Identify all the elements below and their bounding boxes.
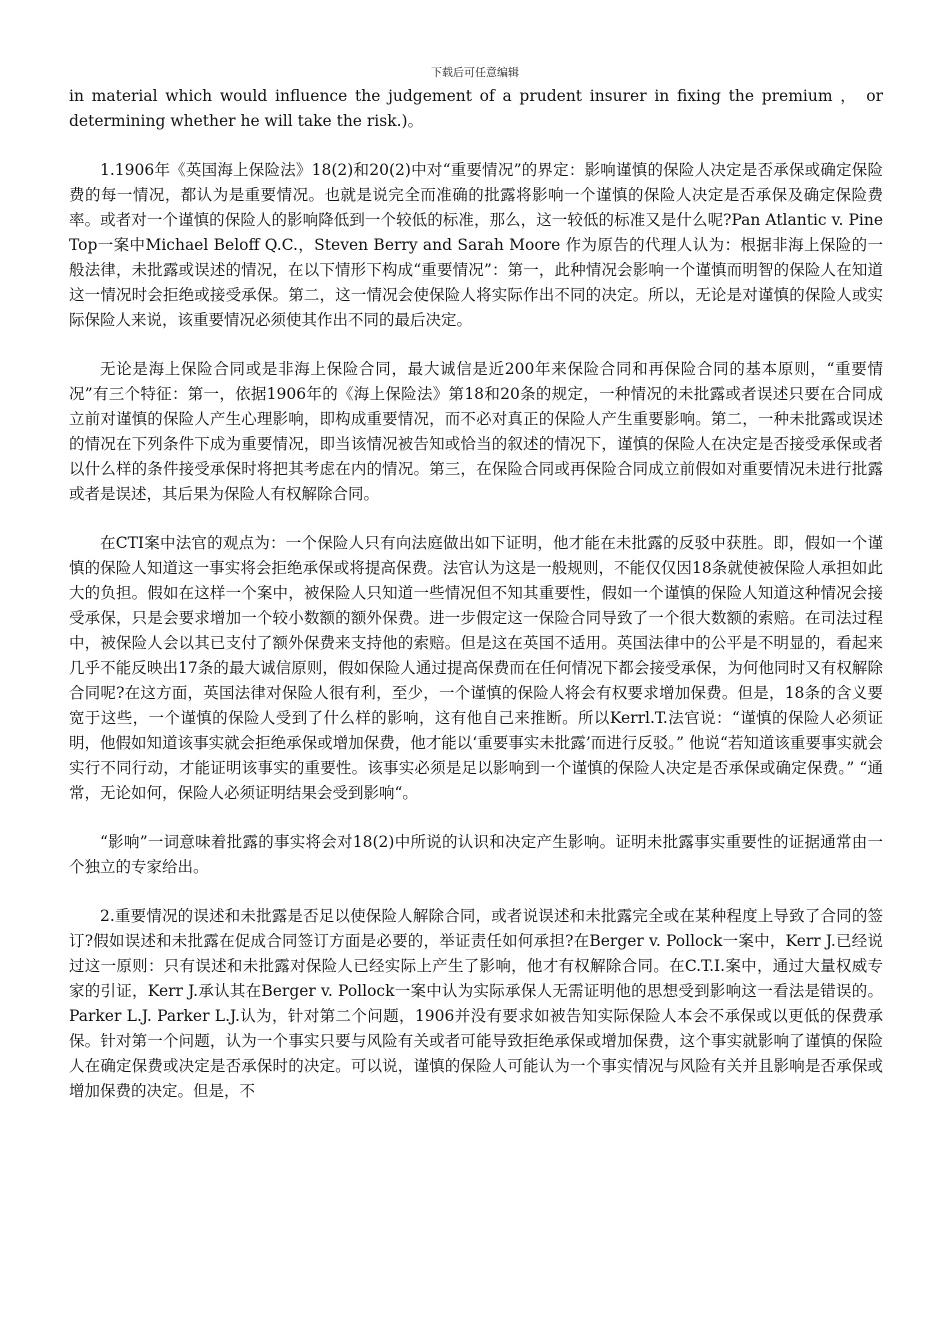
paragraph-4: “影响”一词意味着批露的事实将会对18(2)中所说的认识和决定产生影响。证明未批露事实重要性的证据通常由一个独立的专家给出。 [69, 833, 883, 876]
document-body [69, 84, 883, 1104]
paragraph-3: 在CTI案中法官的观点为：一个保险人只有向法庭做出如下证明，他才能在未批露的反驳中获胜。即，假如一个谨慎的保险人知道这一事实将会拒绝承保或将提高保费。法官认为这是一般规则，不能仅仅因18条就使被保险人承担如此大的负担。假如在这样一个案中，被保险人只知道一些情况但不知其重要性，假如一个谨慎的保险人知道这种情况会接受承保，只是会要求增加一个较小数额的额外保费。进一步假定这一保险合同导致了一个很大数额的索赔。在司法过程中，被保险人会以其已支付了额外保费来支持他的索赔。但是这在英国不适用。英国法律中的公平是不明显的，看起来几乎不能反映出17条的最大诚信原则，假如保险人通过提高保费而在任何情况下都会接受承保，为何他同时又有权解除合同呢?在这方面，英国法律对保险人很有利，至少，一个谨慎的保险人将会有权要求增加保费。但是，18条的含义要宽于这些，一个谨慎的保险人受到了什么样的影响，这有他自己来推断。所以Kerrl.T.法官说：“谨慎的保险人必须证明，他假如知道该事实就会拒绝承保或增加保费，他才能以‘重要事实未批露’而进行反驳。” 他说“若知道该重要事实就会实行不同行动，才能证明该事实的重要性。该事实必须是足以影响到一个谨慎的保险人决定是否承保或确定保费。” “通常，无论如何，保险人必须证明结果会受到影响“。 [69, 534, 883, 802]
continuation-text: in material which would influence the judgement of a prudent insurer in fixing the premium ， or determining whether he will take the risk.)。 [69, 87, 883, 130]
header-note: 下载后可任意编辑 [431, 66, 519, 79]
paragraph-5: 2.重要情况的误述和未批露是否足以使保险人解除合同，或者说误述和未批露完全或在某种程度上导致了合同的签订?假如误述和未批露在促成合同签订方面是必要的，举证责任如何承担?在Berger v. Pollock一案中，Kerr J.已经说过这一原则：只有误述和未批露对保险人已经实际上产生了影响，他才有权解除合同。在C.T.I.案中，通过大量权威专家的引证，Kerr J.承认其在Berger v. Pollock一案中认为实际承保人无需证明他的思想受到影响这一看法是错误的。Parker L.J. Parker L.J.认为，针对第二个问题，1906并没有要求如被告知实际保险人本会不承保或以更低的保费承保。针对第一个问题，认为一个事实只要与风险有关或者可能导致拒绝承保或增加保费，这个事实就影响了谨慎的保险人在确定保费或决定是否承保时的决定。可以说，谨慎的保险人可能认为一个事实情况与风险有关并且影响是否承保或增加保费的决定。但是，不 [69, 907, 883, 1100]
paragraph-2: 无论是海上保险合同或是非海上保险合同，最大诚信是近200年来保险合同和再保险合同的基本原则，“重要情况”有三个特征：第一，依据1906年的《海上保险法》第18和20条的规定，一种情况的未批露或者误述只要在合同成立前对谨慎的保险人产生心理影响，即构成重要情况，而不必对真正的保险人产生重要影响。第二，一种未批露或误述的情况在下列条件下成为重要情况，即当该情况被告知或恰当的叙述的情况下，谨慎的保险人在决定是否接受承保或者以什么样的条件接受承保时将把其考虑在内的情况。第三，在保险合同或再保险合同成立前假如对重要情况未进行批露或者是误述，其后果为保险人有权解除合同。 [69, 360, 883, 503]
paragraph-1: 1.1906年《英国海上保险法》18(2)和20(2)中对“重要情况”的界定：影响谨慎的保险人决定是否承保或确定保险费的每一情况，都认为是重要情况。也就是说完全而准确的批露将影响一个谨慎的保险人决定是否承保及确定保险费率。或者对一个谨慎的保险人的影响降低到一个较低的标准，那么，这一较低的标准又是什么呢?Pan Atlantic v. Pine Top一案中Michael Beloff Q.C.，Steven Berry and Sarah Moore 作为原告的代理人认为：根据非海上保险的一般法律，未批露或误述的情况，在以下情形下构成“重要情况”：第一，此种情况会影响一个谨慎而明智的保险人在知道这一情况时会拒绝或接受承保。第二，这一情况会使保险人将实际作出不同的决定。所以，无论是对谨慎的保险人或实际保险人来说，该重要情况必须使其作出不同的最后决定。 [69, 161, 883, 329]
